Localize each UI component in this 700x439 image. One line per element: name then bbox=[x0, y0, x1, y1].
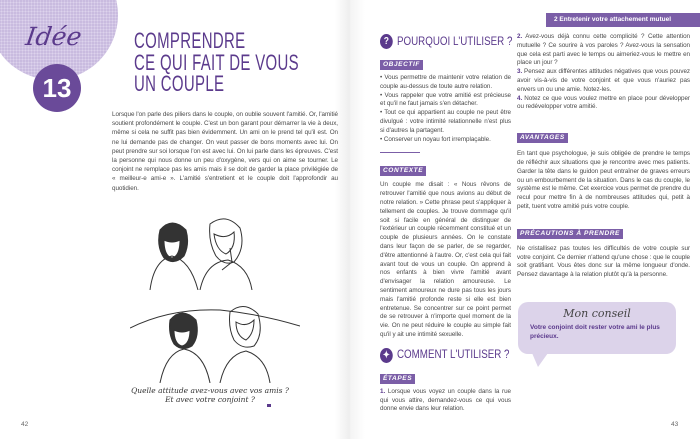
divider bbox=[380, 152, 420, 153]
page-gutter bbox=[335, 0, 365, 439]
precautions-label: PRÉCAUTIONS À PRENDRE bbox=[517, 229, 623, 239]
step-number: 1. bbox=[380, 387, 386, 395]
page-title bbox=[134, 30, 311, 95]
step-number: 3. bbox=[517, 68, 523, 76]
handwritten-line: Quelle attitude avez-vous avec vos amis ? bbox=[131, 386, 289, 395]
objectif-label: OBJECTIF bbox=[380, 60, 423, 70]
why-heading-text: POURQUOI L'UTILISER ? bbox=[397, 35, 513, 48]
advice-text: Votre conjoint doit rester votre ami le plus précieux. bbox=[530, 323, 660, 340]
step-text: Lorsque vous voyez un couple dans la rue qui vous attire, demandez-vous ce qui vous donne envie dans leur relation. bbox=[380, 387, 512, 413]
how-heading-text: COMMENT L'UTILISER ? bbox=[397, 349, 510, 362]
avantages-label: AVANTAGES bbox=[517, 133, 568, 143]
column-right bbox=[517, 33, 690, 354]
intro-paragraph: Lorsque l'on parle des piliers dans le couple, on oublie souvent l'amitié. Or, l'amitié soutient profondément le couple. C'est un bon garant pour démarrer la vie à deux, même si cela ne suffit pas bien évidemment. Un ami on le prend tel qu'il est. On ne lui demande pas de changer. On veut passer de bons moments avec lui. On peut prendre sur soi lorsque l'on est avec lui. On lui parle dans les épreuves. C'est la personne qui nous donne un peu d'oxygène, vers qui on aime se tourner. Le conjoint ne remplace pas les amis mais il se doit de garder la place privilégiée de « meilleur-e ami-e ». L'amitié s'entretient et le couple doit l'approfondir au quotidien. bbox=[112, 111, 338, 192]
page-number-left: 42 bbox=[21, 421, 29, 428]
list-item: • Vous rappeler que votre amitié est précieuse et qu'il ne faut jamais s'en détacher. bbox=[380, 91, 511, 108]
ornament-mark bbox=[267, 404, 271, 407]
idea-word: Idée bbox=[23, 22, 84, 51]
step-number: 2. bbox=[517, 33, 523, 40]
contexte-label: CONTEXTE bbox=[380, 166, 426, 176]
step-text: Notez ce que vous voulez mettre en place pour développer ou redévelopper votre amitié. bbox=[517, 94, 690, 111]
idea-number-badge: 13 bbox=[33, 64, 81, 112]
etapes-label: ÉTAPES bbox=[380, 374, 415, 384]
title-line: UN COUPLE bbox=[134, 71, 225, 96]
page-number-right: 43 bbox=[671, 421, 679, 428]
step-2 bbox=[517, 33, 690, 68]
couple-illustration-1 bbox=[130, 210, 270, 290]
advice-bubble bbox=[518, 302, 676, 354]
step-4 bbox=[517, 95, 690, 113]
handwritten-question bbox=[100, 386, 320, 404]
list-item: • Conserver un noyau fort irremplaçable. bbox=[380, 135, 491, 143]
avantages-paragraph: En tant que psychologue, je suis obligée de prendre le temps de réfléchir aux situations que je rencontre avec mes patients. Garder la tête dans le guidon peut entraîner de graves erreurs ou un embourbement de la situation. Dans le cas du couple, le système est le même. Cet exercice vous permet de prendre du recul pour mettre fin à de nombreuses attitudes qui, petit à petit, tuent votre amitié puis votre couple. bbox=[517, 150, 690, 210]
step-1 bbox=[380, 388, 511, 414]
precautions-paragraph: Ne cristallisez pas toutes les difficultés de votre couple sur votre conjoint. Ce dernier n'attend qu'une chose : que le couple soit gratifiant. Vous êtes donc sur la même longueur d'onde. Pensez davantage à la relation plutôt qu'à la personne. bbox=[517, 244, 690, 279]
handwritten-line: Et avec votre conjoint ? bbox=[165, 395, 255, 404]
title-line: COMPRENDRE bbox=[134, 28, 246, 53]
lightbulb-icon: ✦ bbox=[380, 348, 393, 363]
step-3 bbox=[517, 68, 690, 94]
list-item: • Tout ce qui appartient au couple ne peut être divulgué : votre intimité relationnelle n'est plus si d'autres la partagent. bbox=[380, 109, 511, 134]
list-item: • Vous permettre de maintenir votre relation de couple au-dessus de toute autre relation. bbox=[380, 74, 511, 90]
question-icon: ? bbox=[380, 34, 393, 49]
advice-title: Mon conseil bbox=[563, 306, 631, 320]
section-band: 2 Entretenir votre attachement mutuel bbox=[546, 13, 700, 27]
column-left bbox=[380, 34, 511, 414]
advice-bubble-tail bbox=[532, 353, 548, 367]
couple-illustration-2 bbox=[130, 298, 300, 383]
step-text: Pensez aux différentes attitudes négatives que vous pouvez avoir vis-à-vis de votre conjoint et que vous n'auriez pas envers un ou une amie. Notez-les. bbox=[517, 68, 690, 93]
objectif-list bbox=[380, 74, 511, 144]
title-line: CE QUI FAIT DE VOUS bbox=[134, 49, 299, 75]
contexte-paragraph: Un couple me disait : « Nous rêvons de retrouver l'amitié que nous avions au début de notre relation. » Cette phrase peut s'appliquer à tellement de couples. Je trouve dommage qu'il soit si facile en général de distinguer de l'extérieur un couple récemment constitué et un couple de plusieurs années. On le constate dans leur façon de se parler, de se regarder, d'être attentionné à l'autre. Or, c'est cela qui fait avant tout de vous un couple. On apprend à nos enfants à bien vivre l'amitié avant d'envisager la relation amoureuse. Le sentiment amoureux ne dure pas tous les jours mais l'amitié profonde reste si elle est bien entretenue. Se concentrer sur ce point permet de se retrouver à n'importe quel moment de la vie. On ne peut réduire le couple au simple fait qu'il y ait une intimité sexuelle. bbox=[380, 181, 511, 338]
how-heading bbox=[380, 348, 510, 363]
why-heading bbox=[380, 34, 513, 49]
step-number: 4. bbox=[517, 94, 523, 102]
step-text: Avez-vous déjà connu cette complicité ? Cette attention mutuelle ? Ce sourire à vos paroles ? Avez-vous la sensation que cela est parti avec le temps ou aimeriez-vous le mettre en place un jour ? bbox=[517, 33, 690, 67]
